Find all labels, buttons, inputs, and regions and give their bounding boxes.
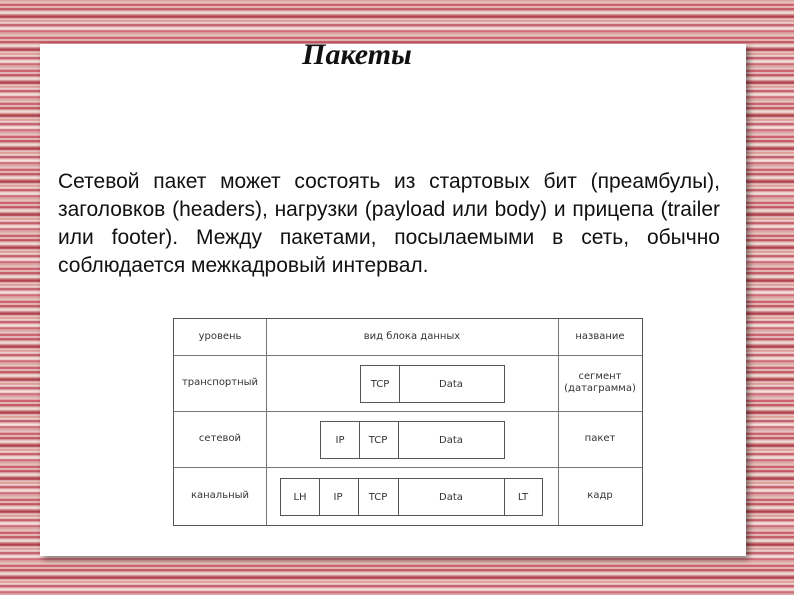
block-data: Data — [398, 478, 505, 516]
row-name-network: пакет — [584, 433, 616, 444]
header-name: название — [575, 331, 625, 342]
row-level-datalink: канальный — [190, 490, 250, 501]
slide-card — [40, 44, 746, 556]
block-tcp: TCP — [358, 478, 399, 516]
header-level: уровень — [198, 331, 242, 342]
row-level-transport: транспортный — [181, 377, 259, 388]
packet-table — [173, 318, 643, 526]
slide-title: Пакеты — [302, 38, 412, 71]
block-lh: LH — [280, 478, 320, 516]
slide-body-text: Сетевой пакет может состоять из стартовых бит (преамбулы), заголовков (headers), нагрузки (payload или body) и прицепа (trailer или footer). Между пакетами, посылаемыми в сеть, обычно соблюдается межкадровый интервал. — [58, 170, 720, 277]
block-tcp: TCP — [360, 365, 400, 403]
block-data: Data — [398, 365, 505, 403]
row-level-network: сетевой — [198, 433, 242, 444]
header-block: вид блока данных — [363, 331, 461, 342]
row-name-datalink: кадр — [587, 490, 613, 501]
block-tcp: TCP — [358, 421, 399, 459]
row-name-transport: сегмент (датаграмма) — [564, 371, 636, 394]
block-lt: LT — [504, 478, 543, 516]
block-ip: IP — [320, 421, 360, 459]
block-data: Data — [398, 421, 505, 459]
block-ip: IP — [318, 478, 359, 516]
